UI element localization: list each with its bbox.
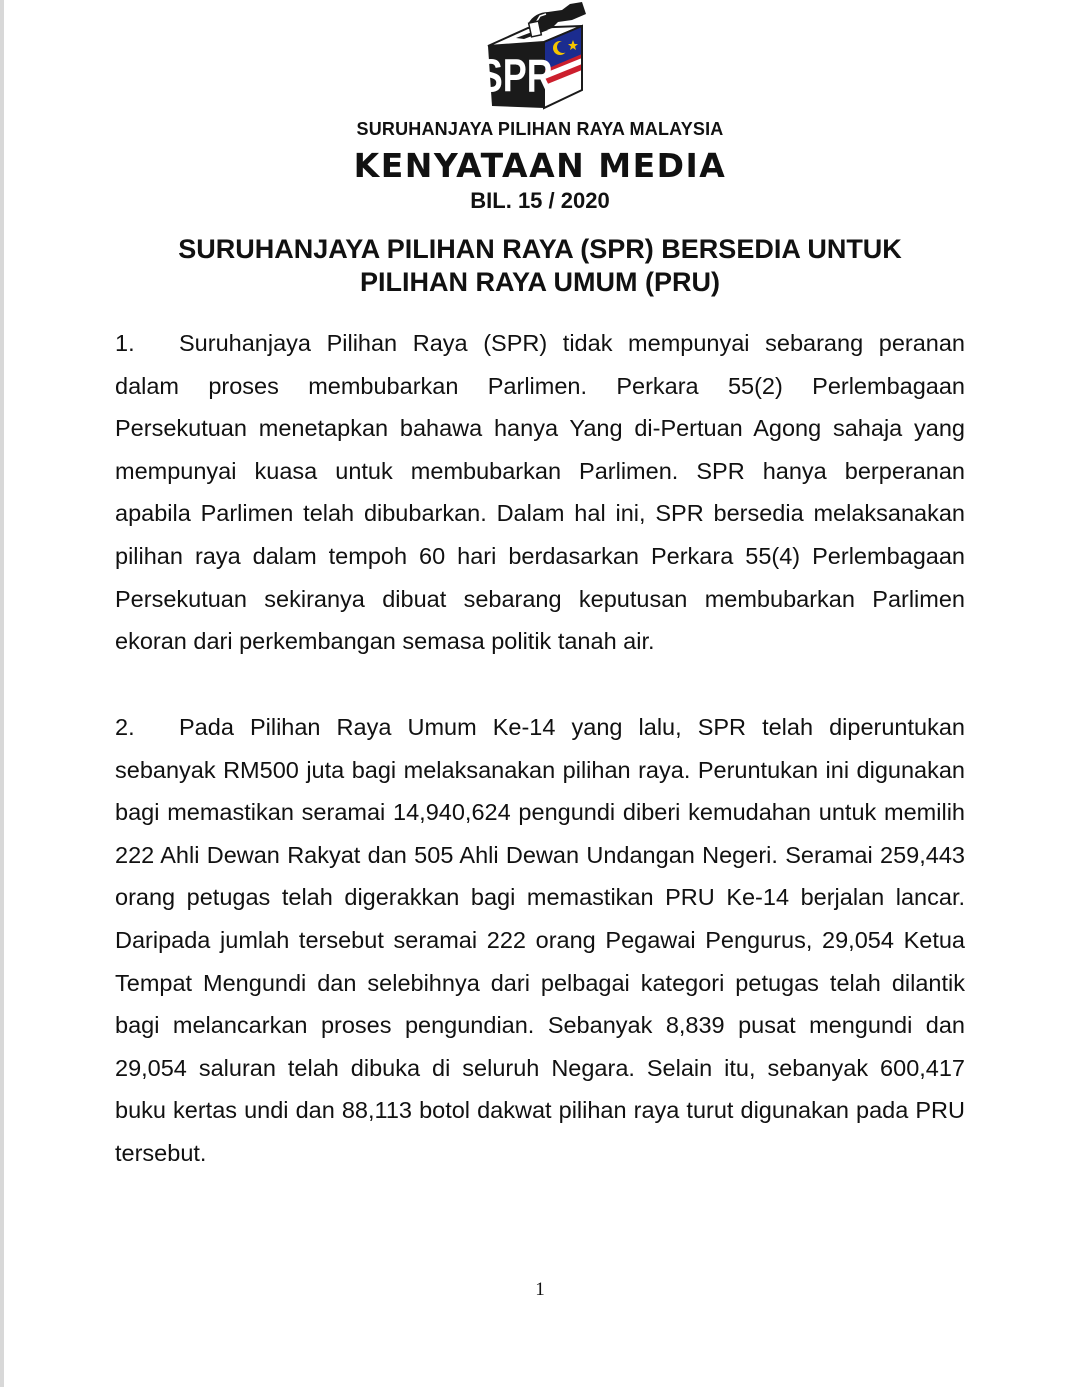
paragraph-text: Pada Pilihan Raya Umum Ke-14 yang lalu, SPR telah diperuntukan sebanyak RM500 juta bagi melaksanakan pilihan raya. Peruntukan ini digunakan bagi memastikan seramai 14,940,624 pengundi diberi kemudahan untuk memilih 222 Ahli Dewan Rakyat dan 505 Ahli Dewan Undangan Negeri. Seramai 259,443 orang petugas telah digerakkan bagi memastikan PRU Ke-14 berjalan lancar. Daripada jumlah tersebut seramai 222 orang Pegawai Pengurus, 29,054 Ketua Tempat Mengundi dan selebihnya dari pelbagai kategori petugas telah dilantik bagi melancarkan proses pengundian. Sebanyak 8,839 pusat mengundi dan 29,054 saluran telah dibuka di seluruh Negara. Selain itu, sebanyak 600,417 buku kertas undi dan 88,113 botol dakwat pilihan raya turut digunakan pada PRU tersebut.	[115, 714, 965, 1166]
logo-label: SPR	[478, 50, 553, 102]
ballot-paper	[529, 21, 542, 37]
paragraph-text: Suruhanjaya Pilihan Raya (SPR) tidak mempunyai sebarang peranan dalam proses membubarkan Parlimen. Perkara 55(2) Perlembagaan Persekutuan menetapkan bahawa hanya Yang di-Pertuan Agong sahaja yang mempunyai kuasa untuk membubarkan Parlimen. SPR hanya berperanan apabila Parlimen telah dibubarkan. Dalam hal ini, SPR bersedia melaksanakan pilihan raya dalam tempoh 60 hari berdasarkan Perkara 55(4) Perlembagaan Persekutuan sekiranya dibuat sebarang keputusan membubarkan Parlimen ekoran dari perkembangan semasa politik tanah air.	[115, 330, 965, 655]
page-number: 1	[535, 1279, 545, 1300]
paragraph-number: 2.	[115, 714, 135, 740]
organization-name: SURUHANJAYA PILIHAN RAYA MALAYSIA	[356, 119, 724, 139]
paragraph-number: 1.	[115, 330, 135, 356]
headline	[0, 233, 1080, 299]
headline-line-2: PILIHAN RAYA UMUM (PRU)	[359, 267, 721, 297]
document-title: KENYATAAN MEDIA	[353, 146, 727, 185]
paragraph-1	[115, 322, 965, 663]
paragraph-2	[115, 706, 965, 1175]
spr-ballot-box-logo	[478, 2, 594, 112]
headline-line-1: SURUHANJAYA PILIHAN RAYA (SPR) BERSEDIA UNTUK	[178, 234, 902, 264]
document-number: BIL. 15 / 2020	[470, 188, 610, 213]
